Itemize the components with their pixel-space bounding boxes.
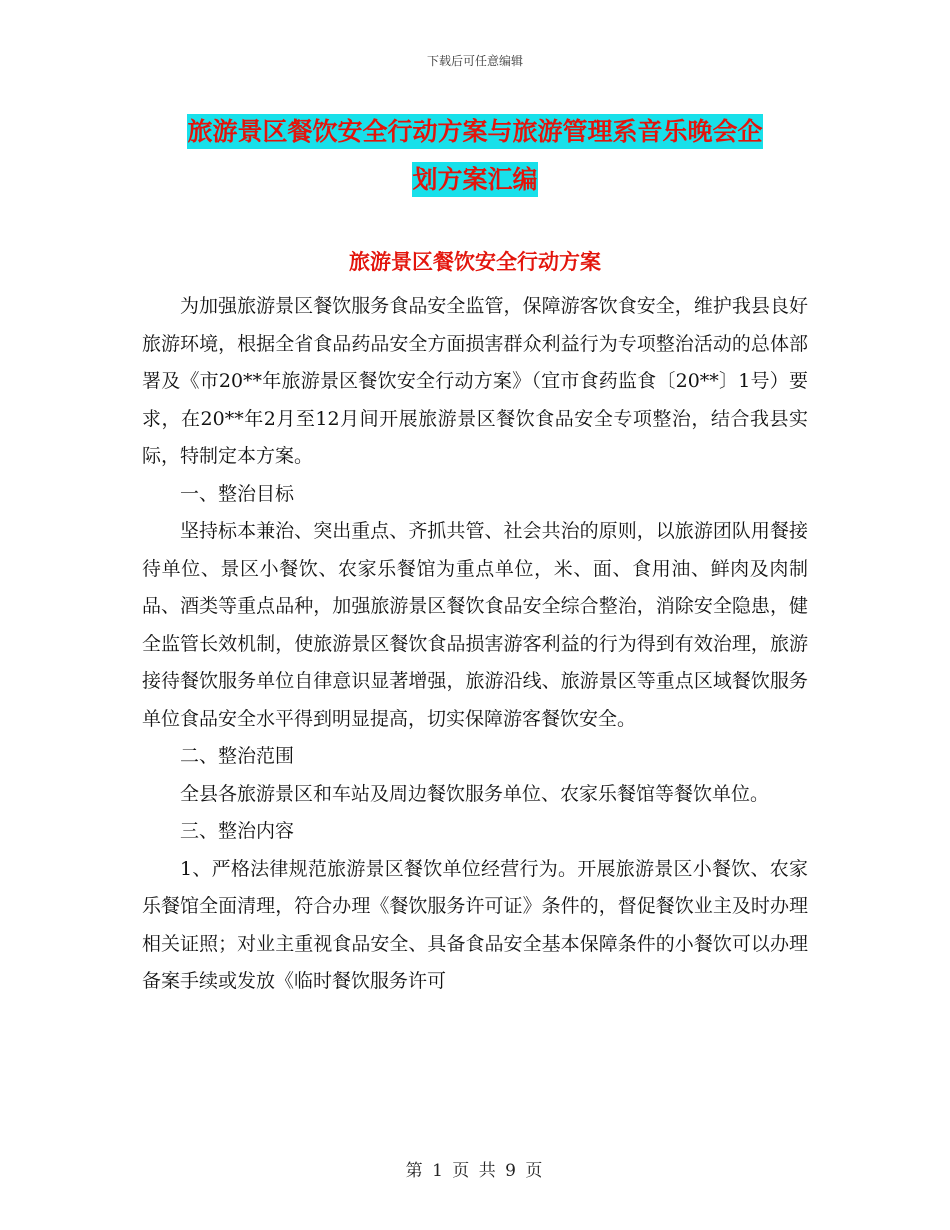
section-title: 旅游景区餐饮安全行动方案 [349, 249, 601, 274]
document-body [142, 288, 808, 1001]
heading-scope: 二、整治范围 [180, 745, 295, 767]
page-footer: 第 1 页 共 9 页 [405, 1161, 545, 1181]
document-title [120, 108, 830, 204]
paragraph-goals: 坚持标本兼治、突出重点、齐抓共管、社会共治的原则，以旅游团队用餐接待单位、景区小餐饮、农家乐餐馆为重点单位，米、面、食用油、鲜肉及肉制品、酒类等重点品种，加强旅游景区餐饮食品安全综合整治，消除安全隐患，健全监管长效机制，使旅游景区餐饮食品损害游客利益的行为得到有效治理，旅游接待餐饮服务单位自律意识显著增强，旅游沿线、旅游景区等重点区域餐饮服务单位食品安全水平得到明显提高，切实保障游客餐饮安全。 [142, 520, 808, 730]
page-header-note: 下载后可任意编辑 [426, 54, 523, 68]
paragraph-scope: 全县各旅游景区和车站及周边餐饮服务单位、农家乐餐馆等餐饮单位。 [180, 782, 770, 805]
heading-goals: 一、整治目标 [180, 482, 295, 505]
document-title-line-1: 旅游景区餐饮安全行动方案与旅游管理系音乐晚会企 [187, 114, 762, 149]
paragraph-content-1: 1、严格法律规范旅游景区餐饮单位经营行为。开展旅游景区小餐饮、农家乐餐馆全面清理，符合办理《餐饮服务许可证》条件的，督促餐饮业主及时办理相关证照；对业主重视食品安全、具备食品安全基本保障条件的小餐饮可以办理备案手续或发放《临时餐饮服务许可 [142, 857, 808, 992]
heading-content: 三、整治内容 [180, 820, 295, 842]
paragraph-intro: 为加强旅游景区餐饮服务食品安全监管，保障游客饮食安全，维护我县良好旅游环境，根据全省食品药品安全方面损害群众利益行为专项整治活动的总体部署及《市20**年旅游景区餐饮安全行动方案》（宜市食药监食〔20**〕1号）要求，在20**年2月至12月间开展旅游景区餐饮食品安全专项整治，结合我县实际，特制定本方案。 [142, 295, 808, 467]
document-title-line-2: 划方案汇编 [412, 162, 537, 197]
